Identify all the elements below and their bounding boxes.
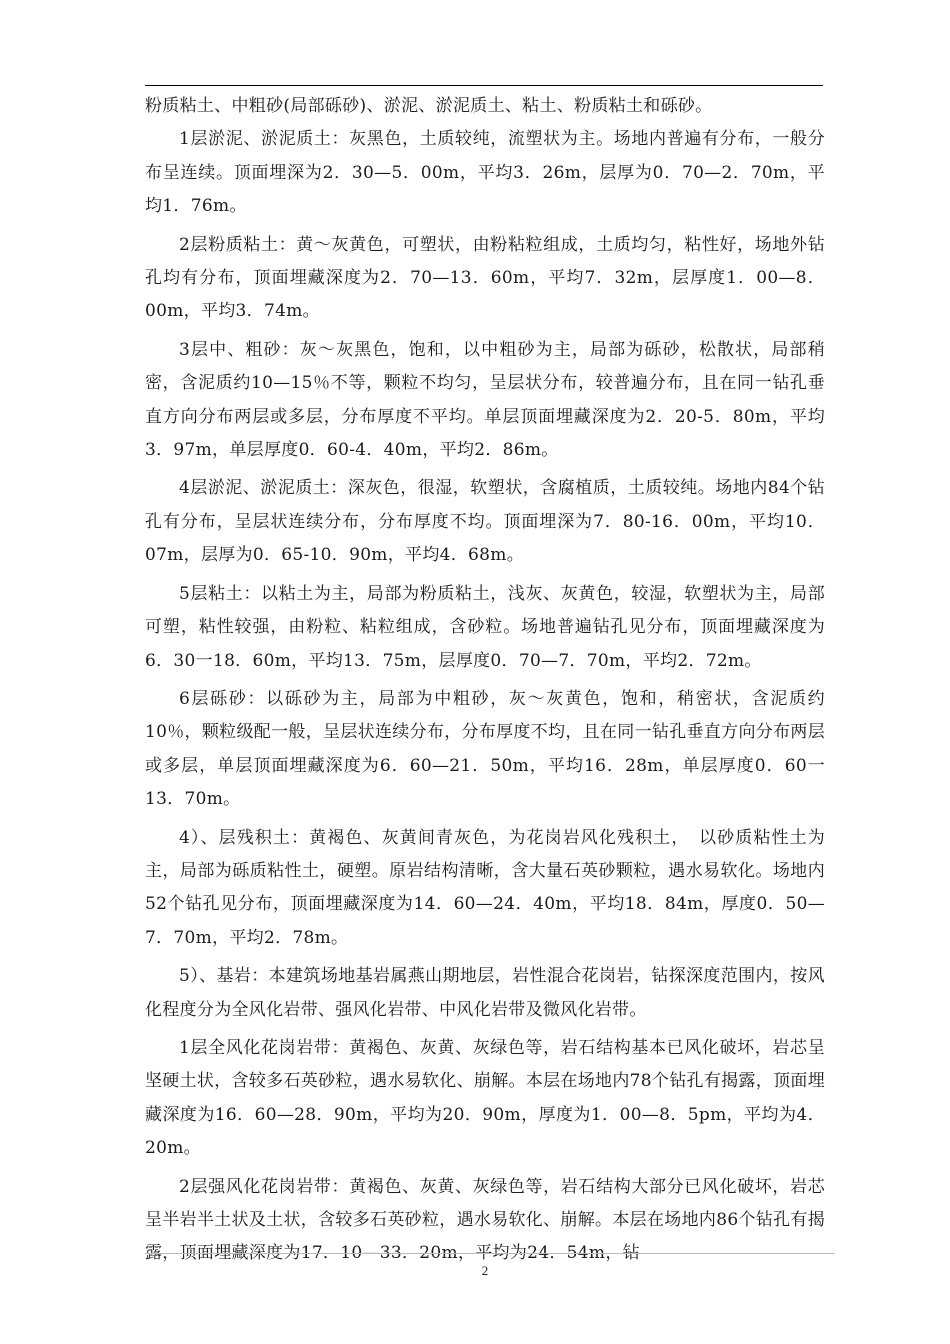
paragraph-layer-5-clay: 5层粘土：以粘土为主，局部为粉质粘土，浅灰、灰黄色，较湿，软塑状为主，局部可塑，粘性较强，由粉粒、粘粒组成，含砂粒。场地普遍钻孔见分布，顶面埋藏深度为6．30一18．60m，平均13．75m，层厚度0．70—7．70m，平均2．72m。 bbox=[145, 583, 825, 671]
paragraph-strongly-weathered-granite: 2层强风化花岗岩带：黄褐色、灰黄、灰绿色等，岩石结构大部分已风化破坏，岩芯呈半岩半土状及土状，含较多石英砂粒，遇水易软化、崩解。本层在场地内86个钻孔有揭露，顶面埋藏深度为17．10—33．20m，平均为24．54m，钻 bbox=[145, 1176, 825, 1264]
paragraph-bedrock: 5）、基岩：本建筑场地基岩属燕山期地层，岩性混合花岗岩，钻探深度范围内，按风化程度分为全风化岩带、强风化岩带、中风化岩带及微风化岩带。 bbox=[145, 966, 825, 1020]
paragraph-layer-3-sand: 3层中、粗砂：灰～灰黑色，饱和，以中粗砂为主，局部为砾砂，松散状，局部稍密，含泥质约10—15％不等，颗粒不均匀，呈层状分布，较普遍分布，且在同一钻孔垂直方向分布两层或多层，分布厚度不平均。单层顶面埋藏深度为2．20-5．80m，平均3．97m，单层厚度0．60-4．40m，平均2．86m。 bbox=[145, 339, 825, 461]
page-number: 2 bbox=[481, 1263, 489, 1278]
paragraph-residual-soil: 4）、层残积土：黄褐色、灰黄间青灰色，为花岗岩风化残积土， 以砂质粘性土为主，局部为砾质粘性土，硬塑。原岩结构清晰，含大量石英砂颗粒，遇水易软化。场地内52个钻孔见分布，顶面埋藏深度为14．60—24．40m，平均18．84m，厚度0．50—7．70m，平均2．78m。 bbox=[145, 827, 825, 948]
footer-rule bbox=[145, 1253, 835, 1254]
paragraph-layer-4-silt: 4层淤泥、淤泥质土：深灰色，很湿，软塑状，含腐植质，土质较纯。场地内84个钻孔有分布，呈层状连续分布，分布厚度不均。顶面埋深为7．80-16．00m，平均10．07m，层厚为0．65-10．90m，平均4．68m。 bbox=[145, 478, 825, 566]
body-text bbox=[145, 90, 825, 1271]
paragraph-layer-2-silty-clay: 2层粉质粘土：黄～灰黄色，可塑状，由粉粘粒组成，土质均匀，粘性好，场地外钻孔均有分布，顶面埋藏深度为2．70—13．60m，平均7．32m，层厚度1．00—8．00m，平均3．74m。 bbox=[145, 234, 825, 322]
paragraph-continuation: 粉质粘土、中粗砂(局部砾砂)、淤泥、淤泥质土、粘土、粉质粘土和砾砂。 bbox=[145, 96, 713, 116]
header-rule bbox=[145, 85, 823, 86]
paragraph-layer-1-silt: 1层淤泥、淤泥质土：灰黑色，土质较纯，流塑状为主。场地内普遍有分布，一般分布呈连续。顶面埋深为2．30—5．00m，平均3．26m，层厚为0．70—2．70m，平均1．76m。 bbox=[145, 129, 825, 217]
paragraph-layer-6-gravel-sand: 6层砾砂：以砾砂为主，局部为中粗砂，灰～灰黄色，饱和，稍密状，含泥质约10％，颗粒级配一般，呈层状连续分布，分布厚度不均，且在同一钻孔垂直方向分布两层或多层，单层顶面埋藏深度为6．60—21．50m，平均16．28m，单层厚度0．60一13．70m。 bbox=[145, 688, 825, 810]
paragraph-fully-weathered-granite: 1层全风化花岗岩带：黄褐色、灰黄、灰绿色等，岩石结构基本已风化破坏，岩芯呈坚硬土状，含较多石英砂粒，遇水易软化、崩解。本层在场地内78个钻孔有揭露，顶面埋藏深度为16．60—28．90m，平均为20．90m，厚度为1．00—8．5pm，平均为4．20m。 bbox=[145, 1037, 825, 1159]
